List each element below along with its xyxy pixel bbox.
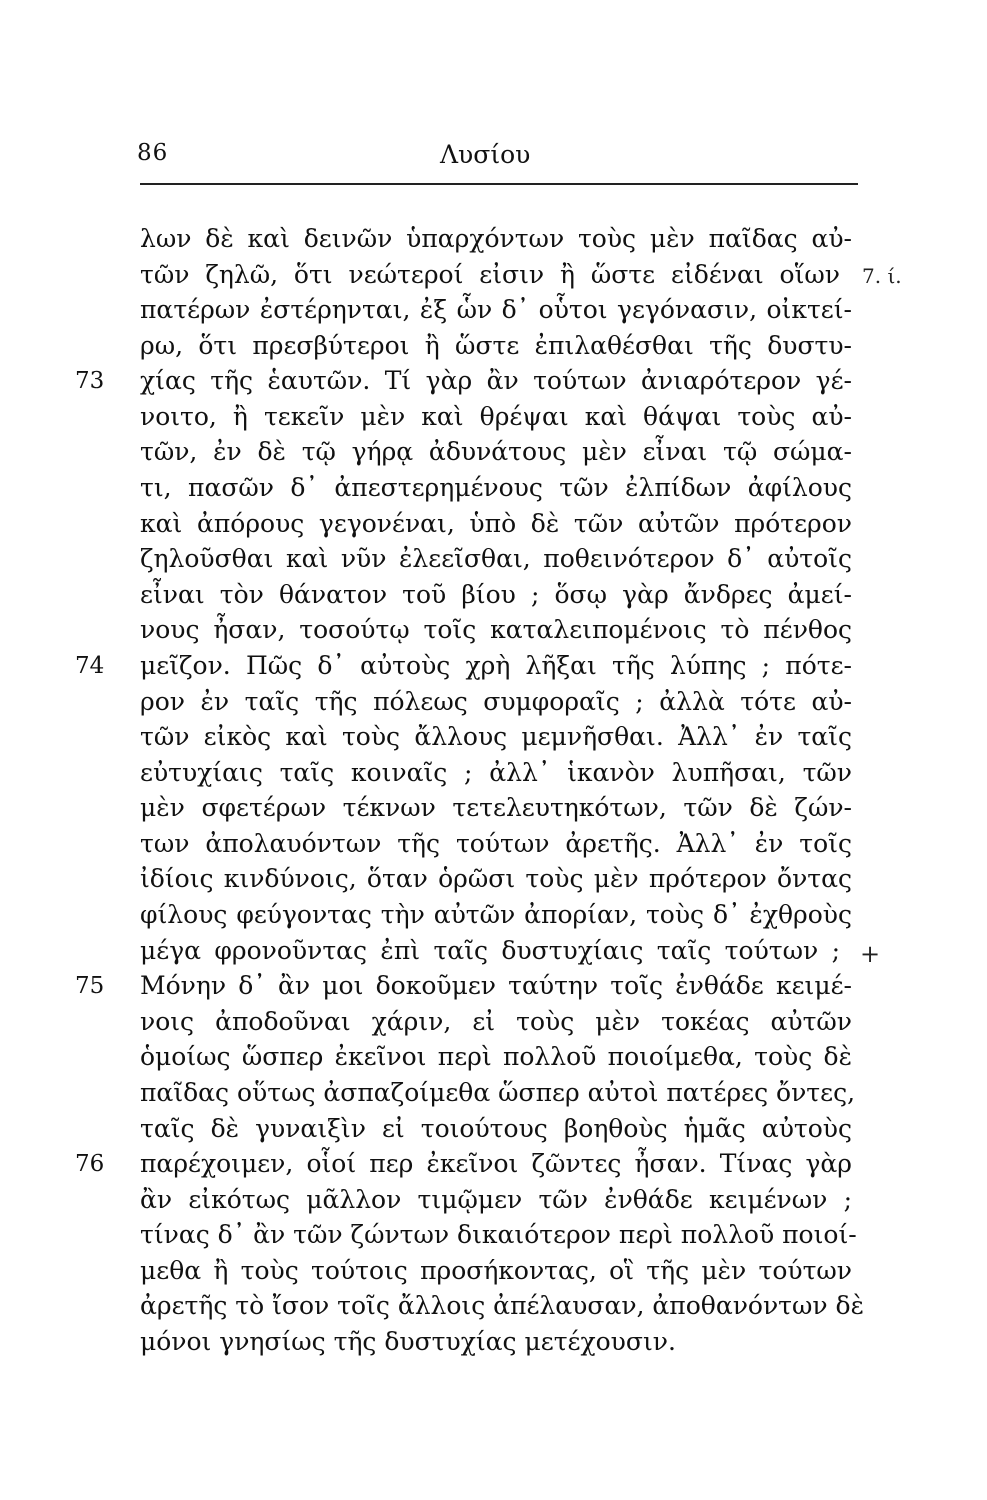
text-line: Μόνην δ᾽ ἂν μοι δοκοῦμεν ταύτην τοῖς ἐνθάδε κειμέ- — [140, 971, 852, 1000]
section-number-73: 73 — [75, 368, 105, 394]
running-title: Λυσίου — [440, 140, 531, 169]
text-line: μέγα φρονοῦντας ἐπὶ ταῖς δυστυχίαις ταῖς τούτων ; — [140, 936, 840, 965]
text-line: ἂν εἰκότως μᾶλλον τιμῷμεν τῶν ἐνθάδε κειμένων ; — [140, 1185, 852, 1214]
section-number-76: 76 — [75, 1151, 105, 1177]
text-line: τῶν ζηλῶ, ὅτι νεώτεροί εἰσιν ἢ ὥστε εἰδέναι οἵων — [140, 260, 840, 289]
text-line: ὁμοίως ὥσπερ ἐκεῖνοι περὶ πολλοῦ ποιοίμεθα, τοὺς δὲ — [140, 1042, 852, 1071]
page-number: 86 — [137, 140, 169, 166]
text-line: τι, πασῶν δ᾽ ἀπεστερημένους τῶν ἐλπίδων ἀφίλους — [140, 473, 852, 502]
text-line: πατέρων ἐστέρηνται, ἐξ ὧν δ᾽ οὗτοι γεγόνασιν, οἰκτεί- — [140, 295, 852, 324]
text-line: μεθα ἢ τοὺς τούτοις προσήκοντας, οἳ τῆς μὲν τούτων — [140, 1256, 852, 1285]
text-line: τίνας δ᾽ ἂν τῶν ζώντων δικαιότερον περὶ πολλοῦ ποιοί- — [140, 1220, 857, 1249]
text-line: χίας τῆς ἑαυτῶν. Τί γὰρ ἂν τούτων ἀνιαρότερον γέ- — [140, 366, 852, 395]
text-line: παρέχοιμεν, οἷοί περ ἐκεῖνοι ζῶντες ἦσαν. Τίνας γὰρ — [140, 1149, 852, 1178]
text-line: μὲν σφετέρων τέκνων τετελευτηκότων, τῶν δὲ ζών- — [140, 793, 852, 822]
text-line: νοιτο, ἢ τεκεῖν μὲν καὶ θρέψαι καὶ θάψαι τοὺς αὐ- — [140, 402, 852, 431]
text-line: μόνοι γνησίως τῆς δυστυχίας μετέχουσιν. — [140, 1327, 676, 1356]
margin-annotation: 7. ί. — [862, 264, 902, 288]
text-line: ρον ἐν ταῖς τῆς πόλεως συμφοραῖς ; ἀλλὰ τότε αὐ- — [140, 687, 852, 716]
section-number-74: 74 — [75, 653, 105, 679]
text-line: των ἀπολαυόντων τῆς τούτων ἀρετῆς. Ἀλλ᾽ ἐν τοῖς — [140, 829, 852, 858]
margin-cross-mark: + — [860, 940, 881, 968]
header-rule — [140, 183, 858, 185]
text-line: εἶναι τὸν θάνατον τοῦ βίου ; ὅσῳ γὰρ ἄνδρες ἀμεί- — [140, 580, 852, 609]
text-line: λων δὲ καὶ δεινῶν ὑπαρχόντων τοὺς μὲν παῖδας αὐ- — [140, 224, 852, 253]
text-line: νοις ἀποδοῦναι χάριν, εἰ τοὺς μὲν τοκέας αὐτῶν — [140, 1007, 852, 1036]
section-number-75: 75 — [75, 973, 105, 999]
text-line: τῶν εἰκὸς καὶ τοὺς ἄλλους μεμνῆσθαι. Ἀλλ᾽ ἐν ταῖς — [140, 722, 852, 751]
text-line: ζηλοῦσθαι καὶ νῦν ἐλεεῖσθαι, ποθεινότερον δ᾽ αὐτοῖς — [140, 544, 852, 573]
text-line: τῶν, ἐν δὲ τῷ γήρᾳ ἀδυνάτους μὲν εἶναι τῷ σώμα- — [140, 437, 852, 466]
text-line: ρω, ὅτι πρεσβύτεροι ἢ ὥστε ἐπιλαθέσθαι τῆς δυστυ- — [140, 331, 852, 360]
text-line: ταῖς δὲ γυναιξὶν εἰ τοιούτους βοηθοὺς ἡμᾶς αὐτοὺς — [140, 1114, 852, 1143]
text-line: καὶ ἀπόρους γεγονέναι, ὑπὸ δὲ τῶν αὐτῶν πρότερον — [140, 509, 852, 538]
text-line: ἰδίοις κινδύνοις, ὅταν ὁρῶσι τοὺς μὲν πρότερον ὄντας — [140, 864, 852, 893]
text-line: παῖδας οὕτως ἀσπαζοίμεθα ὥσπερ αὐτοὶ πατέρες ὄντες, — [140, 1078, 856, 1107]
text-line: φίλους φεύγοντας τὴν αὐτῶν ἀπορίαν, τοὺς δ᾽ ἐχθροὺς — [140, 900, 852, 929]
text-line: νους ἦσαν, τοσούτῳ τοῖς καταλειπομένοις τὸ πένθος — [140, 615, 852, 644]
text-line: μεῖζον. Πῶς δ᾽ αὐτοὺς χρὴ λῆξαι τῆς λύπης ; πότε- — [140, 651, 852, 680]
text-line: εὐτυχίαις ταῖς κοιναῖς ; ἀλλ᾽ ἱκανὸν λυπῆσαι, τῶν — [140, 758, 852, 787]
text-line: ἀρετῆς τὸ ἴσον τοῖς ἄλλοις ἀπέλαυσαν, ἀποθανόντων δὲ — [140, 1291, 864, 1320]
